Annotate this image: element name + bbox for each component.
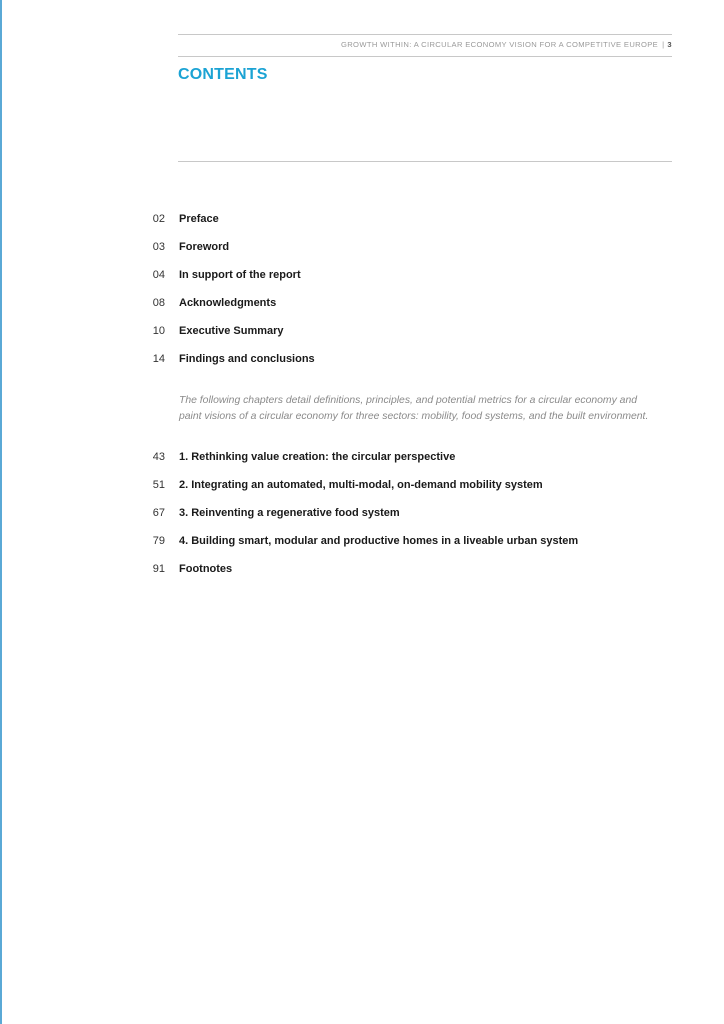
toc-entry-title[interactable]: Executive Summary: [179, 325, 284, 337]
toc-page-number: 03: [152, 241, 165, 253]
chapters-intro-text: The following chapters detail definitions, principles, and potential metrics for a circular economy and paint visions of a circular economy for three sectors: mobility, food systems, and the built environment.: [179, 395, 649, 422]
contents-title: CONTENTS: [178, 66, 268, 83]
toc-page-number: 51: [152, 479, 165, 491]
toc-entry-executive-summary[interactable]: [140, 323, 680, 339]
toc-entry-title[interactable]: 1. Rethinking value creation: the circular perspective: [179, 451, 456, 463]
toc-page-number: 14: [152, 353, 165, 365]
toc-entry-title[interactable]: 4. Building smart, modular and productive homes in a liveable urban system: [179, 535, 579, 547]
toc-page-number: 10: [152, 325, 165, 337]
page-number: 3: [667, 40, 672, 49]
toc-entry-title[interactable]: Findings and conclusions: [179, 353, 315, 365]
running-header: [178, 40, 672, 52]
toc-entry-title[interactable]: 2. Integrating an automated, multi-modal, on-demand mobility system: [179, 479, 543, 491]
toc-entry-preface[interactable]: [140, 211, 680, 227]
toc-page-number: 79: [152, 535, 165, 547]
toc-entry-title[interactable]: Preface: [179, 213, 219, 225]
header-bottom-rule: [178, 56, 672, 57]
header-top-rule: [178, 34, 672, 35]
toc-entry-title[interactable]: Footnotes: [179, 563, 233, 575]
toc-entry-title[interactable]: In support of the report: [179, 269, 301, 281]
running-header-title: GROWTH WITHIN: A CIRCULAR ECONOMY VISION FOR A COMPETITIVE EUROPE: [340, 40, 659, 49]
toc-entry-chapter-3[interactable]: [140, 505, 680, 521]
toc-page-number: 02: [152, 213, 165, 225]
toc-entry-footnotes[interactable]: [140, 561, 680, 577]
toc-page-number: 91: [152, 563, 165, 575]
toc-entry-chapter-4[interactable]: [140, 533, 680, 549]
page-edge-line: [0, 0, 2, 1024]
title-rule: [178, 161, 672, 162]
toc-entry-chapter-2[interactable]: [140, 477, 680, 493]
toc-page-number: 04: [152, 269, 165, 281]
toc-entry-acknowledgments[interactable]: [140, 295, 680, 311]
toc-entry-findings[interactable]: [140, 351, 680, 367]
toc-entry-title[interactable]: Acknowledgments: [179, 297, 277, 309]
toc-page-number: 67: [152, 507, 165, 519]
toc-page-number: 43: [152, 451, 165, 463]
toc-entry-chapter-1[interactable]: [140, 449, 680, 465]
running-header-separator: |: [662, 40, 665, 49]
toc-entry-support[interactable]: [140, 267, 680, 283]
toc-entry-title[interactable]: Foreword: [179, 241, 230, 253]
toc-page-number: 08: [152, 297, 165, 309]
toc-entry-title[interactable]: 3. Reinventing a regenerative food system: [179, 507, 400, 519]
toc-entry-foreword[interactable]: [140, 239, 680, 255]
